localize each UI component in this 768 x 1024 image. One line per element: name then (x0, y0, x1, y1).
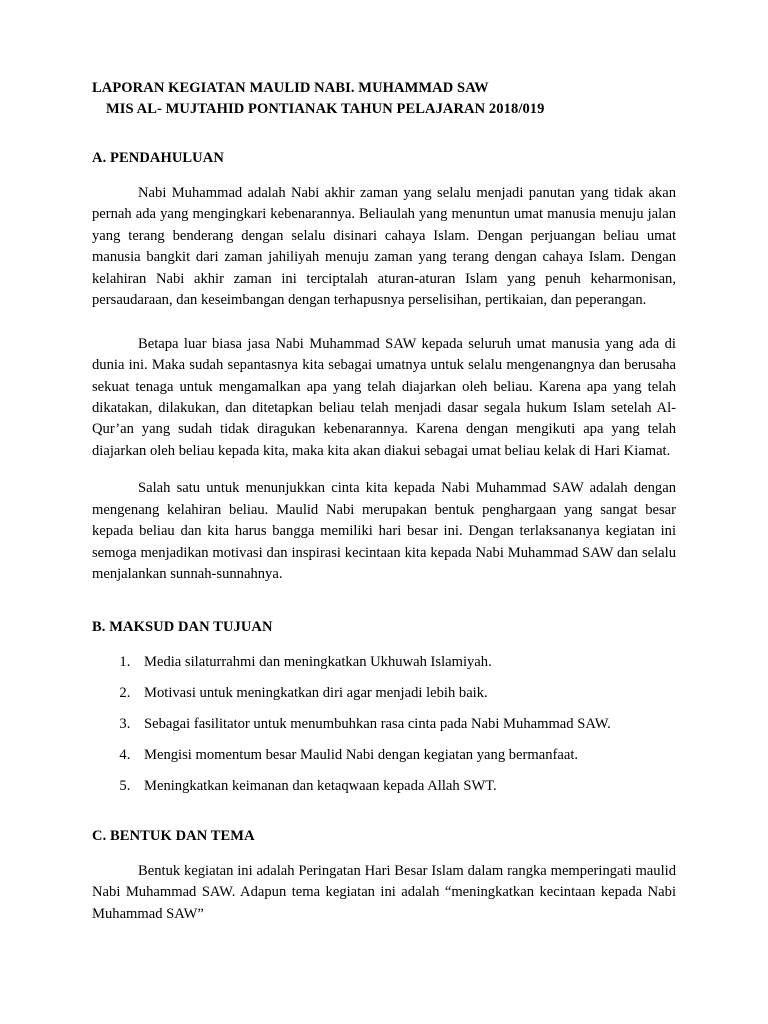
section-c-heading: C. BENTUK DAN TEMA (92, 827, 255, 844)
section-a-paragraph-1: Nabi Muhammad adalah Nabi akhir zaman yang selalu menjadi panutan yang tidak akan pernah ada yang mengingkari kebenarannya. Beliaulah yang menuntun umat manusia menuju jalan yang terang benderang dengan selalu disinari cahaya Islam. Dengan perjuangan beliau umat manusia bangkit dari zaman jahiliyah menuju zaman yang terang dengan cahaya Islam. Dengan kelahiran Nabi akhir zaman ini terciptalah aturan-aturan Islam yang penuh keharmonisan, persaudaraan, dan keseimbangan dengan terhapusnya perselisihan, pertikaian, dan peperangan. (92, 185, 676, 309)
section-c-paragraph-1: Bentuk kegiatan ini adalah Peringatan Hari Besar Islam dalam rangka memperingati maulid Nabi Muhammad SAW. Adapun tema kegiatan ini adalah “meningkatkan kecintaan kepada Nabi Muhammad SAW” (92, 862, 676, 922)
document-title-line2: MIS AL- MUJTAHID PONTIANAK TAHUN PELAJARAN 2018/019 (106, 101, 545, 118)
section-a-paragraph-3: Salah satu untuk menunjukkan cinta kita kepada Nabi Muhammad SAW adalah dengan mengenang kelahiran beliau. Maulid Nabi merupakan bentuk penghargaan yang sangat besar kepada beliau dan kita harus bangga memiliki hari besar ini. Dengan terlaksananya kegiatan ini semoga menjadikan motivasi dan inspirasi kecintaan kita kepada Nabi Muhammad SAW dan selalu menjalankan sunnah-sunnahnya. (92, 480, 676, 583)
section-a-paragraph-2: Betapa luar biasa jasa Nabi Muhammad SAW kepada seluruh umat manusia yang ada di dunia ini. Maka sudah sepantasnya kita sebagai umatnya untuk selalu mengenangnya dan berusaha sekuat tenaga untuk mengamalkan apa yang telah diajarkan oleh beliau. Karena apa yang telah dikatakan, dilakukan, dan ditetapkan beliau telah menjadi dasar segala hukum Islam setelah Al-Qur’an yang sudah tidak diragukan kebenarannya. Karena dengan mengikuti apa yang telah diajarkan oleh beliau kepada kita, maka kita akan diakui sebagai umat beliau kelak di Hari Kiamat. (92, 335, 676, 459)
list-item: 2. Motivasi untuk meningkatkan diri agar menjadi lebih baik. (134, 683, 676, 705)
list-item: 4. Mengisi momentum besar Maulid Nabi dengan kegiatan yang bermanfaat. (134, 745, 676, 767)
document-title (92, 78, 676, 120)
section-b-list (92, 652, 676, 797)
list-item: 1. Media silaturrahmi dan meningkatkan Ukhuwah Islamiyah. (134, 652, 676, 674)
section-b-heading: B. MAKSUD DAN TUJUAN (92, 619, 273, 636)
section-a-heading: A. PENDAHULUAN (92, 150, 224, 167)
document-title-line1: LAPORAN KEGIATAN MAULID NABI. MUHAMMAD SAW (92, 80, 489, 96)
list-item: 3. Sebagai fasilitator untuk menumbuhkan rasa cinta pada Nabi Muhammad SAW. (134, 714, 676, 736)
list-item: 5. Meningkatkan keimanan dan ketaqwaan kepada Allah SWT. (134, 776, 676, 798)
